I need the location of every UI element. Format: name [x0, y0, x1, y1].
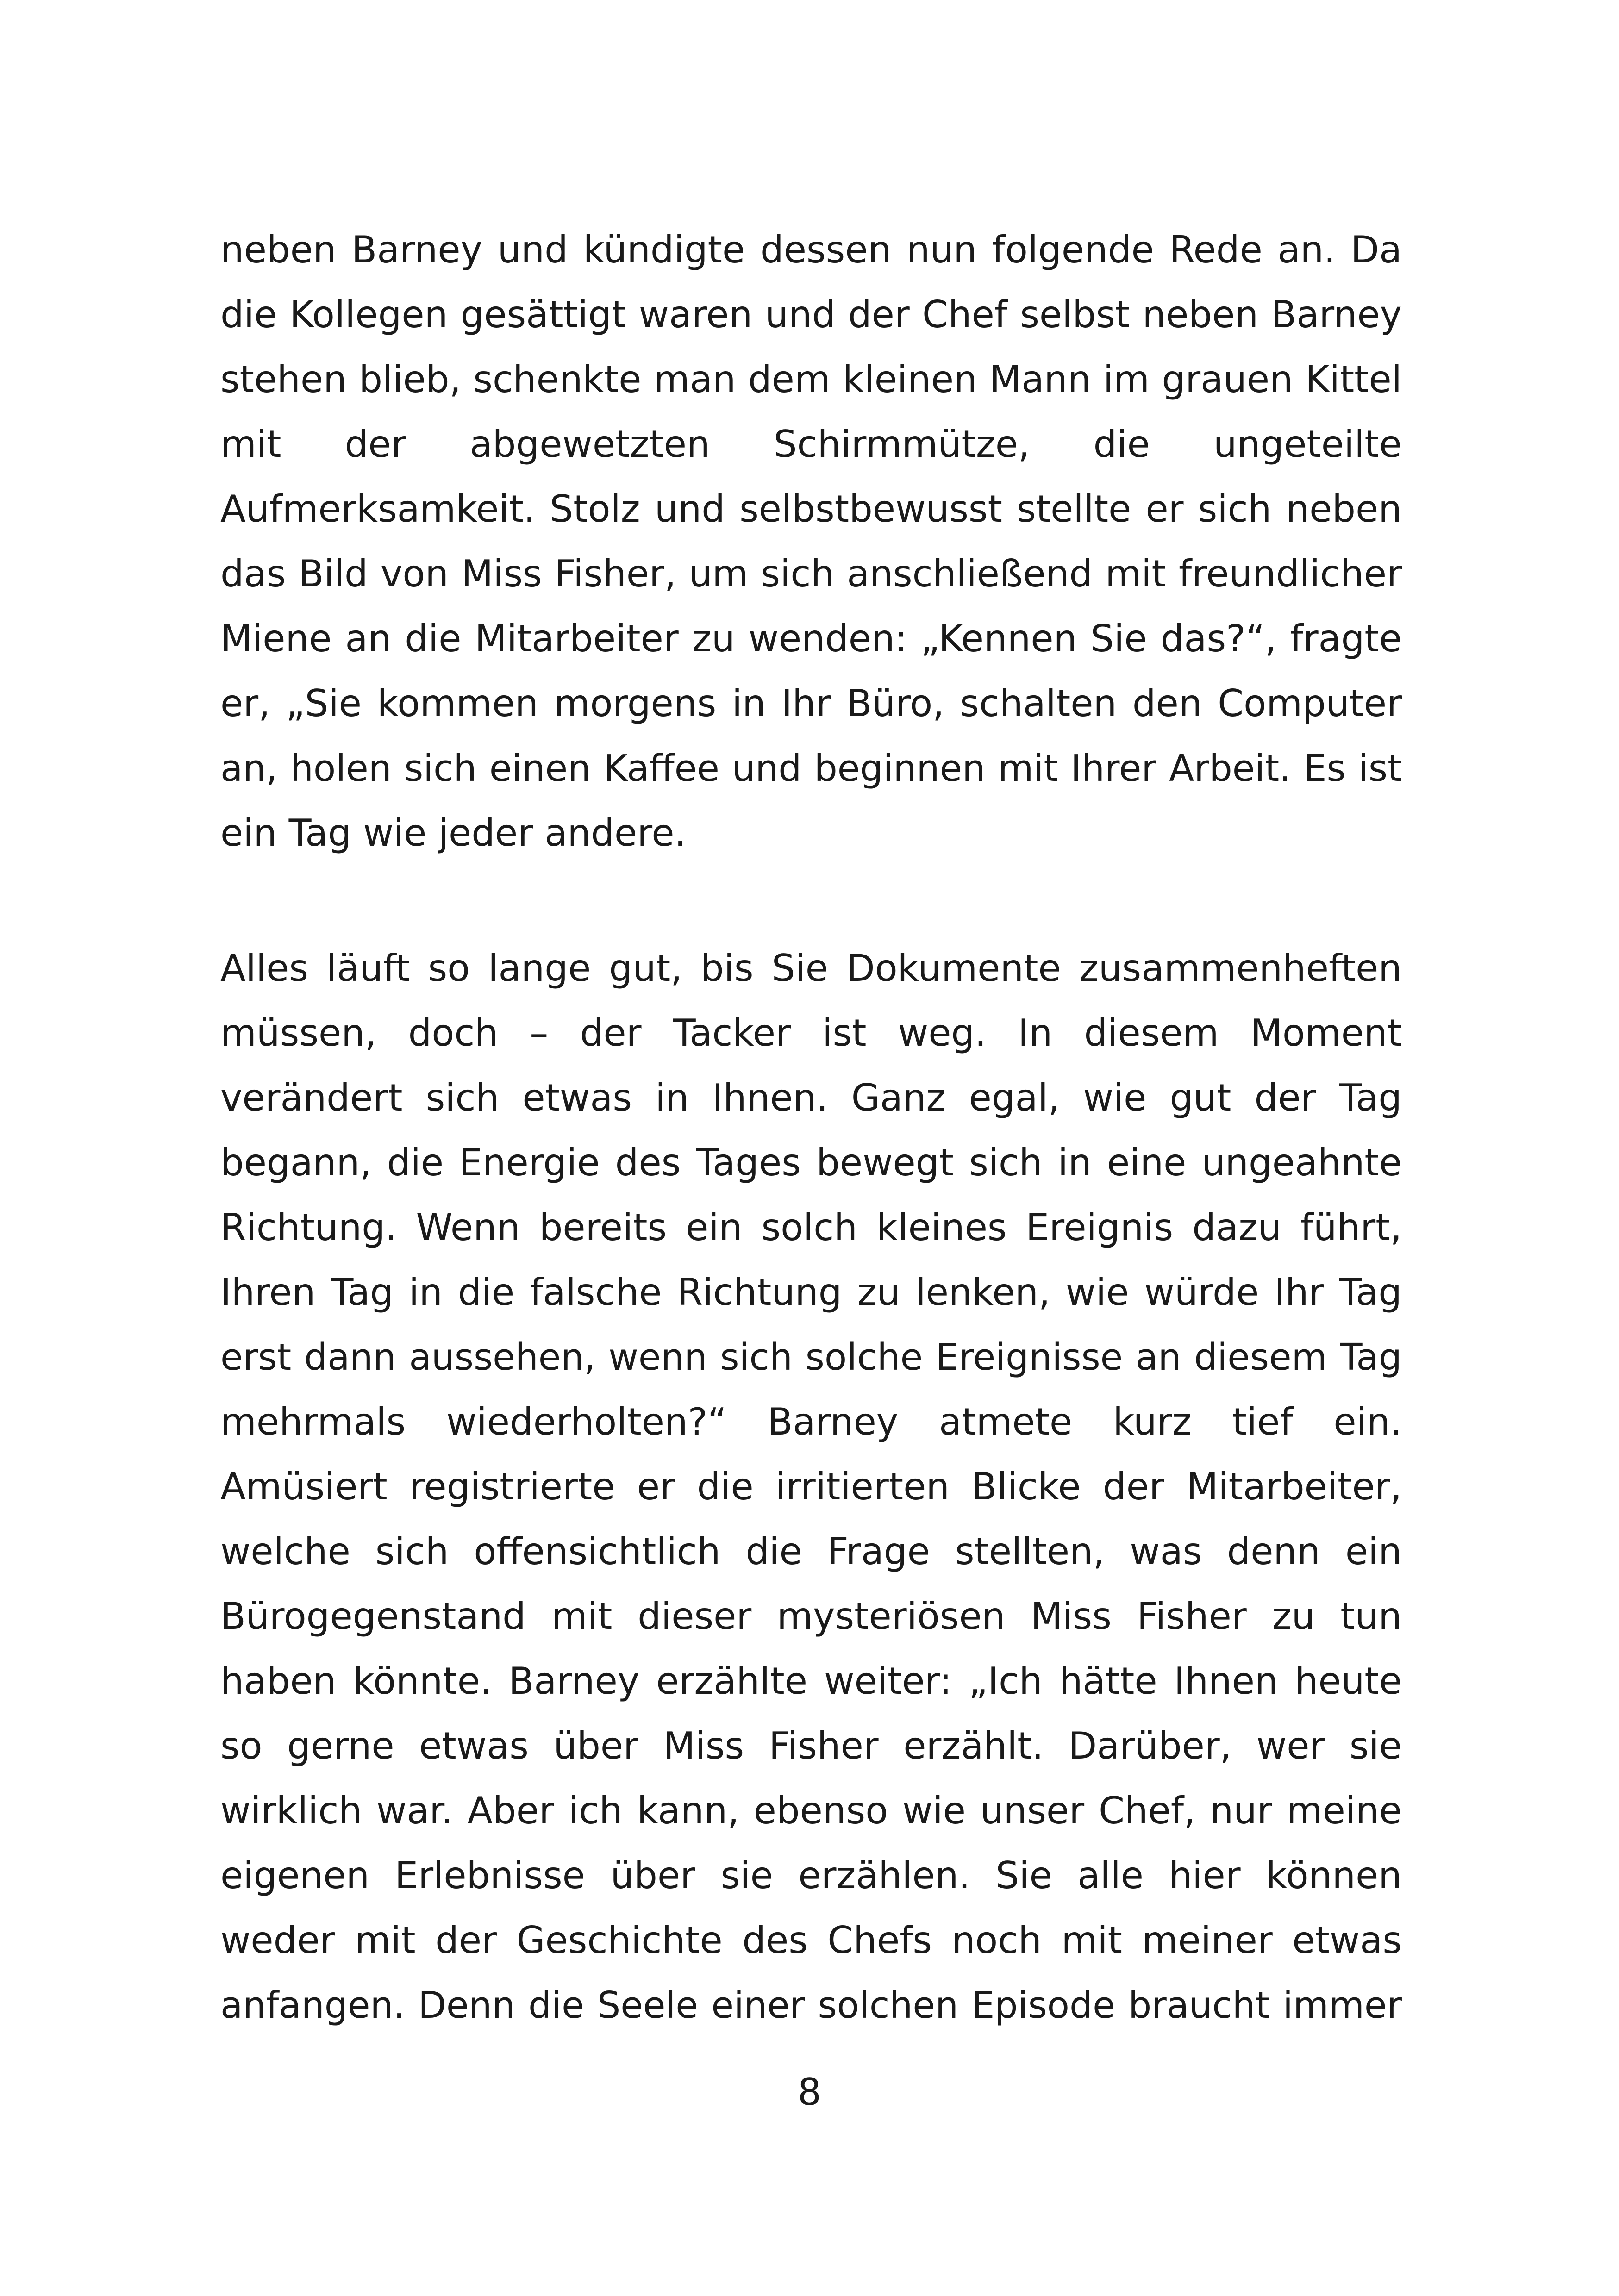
- text-line: er, „Sie kommen morgens in Ihr Büro, schalten den Computer: [220, 682, 1402, 725]
- text-line: Aufmerksamkeit. Stolz und selbstbewusst stellte er sich neben: [220, 487, 1402, 530]
- text-line: neben Barney und kündigte dessen nun folgende Rede an. Da: [220, 228, 1402, 271]
- page-number: 8: [798, 2071, 821, 2114]
- paragraph-2: [220, 936, 1402, 2038]
- text-line: Miene an die Mitarbeiter zu wenden: „Kennen Sie das?“, fragte: [220, 617, 1402, 660]
- text-line: Alles läuft so lange gut, bis Sie Dokumente zusammenheften: [220, 947, 1402, 990]
- text-line: anfangen. Denn die Seele einer solchen Episode braucht immer: [220, 1984, 1402, 2027]
- text-line: an, holen sich einen Kaffee und beginnen mit Ihrer Arbeit. Es ist: [220, 747, 1402, 790]
- text-line: haben könnte. Barney erzählte weiter: „Ich hätte Ihnen heute: [220, 1660, 1402, 1703]
- text-line: verändert sich etwas in Ihnen. Ganz egal, wie gut der Tag: [220, 1076, 1402, 1119]
- paragraph-1: [220, 218, 1402, 866]
- text-line: mehrmals wiederholten?“ Barney atmete kurz tief ein.: [220, 1400, 1402, 1443]
- text-line: Ihren Tag in die falsche Richtung zu lenken, wie würde Ihr Tag: [220, 1271, 1402, 1314]
- text-line: die Kollegen gesättigt waren und der Chef selbst neben Barney: [220, 293, 1402, 336]
- text-line: Bürogegenstand mit dieser mysteriösen Miss Fisher zu tun: [220, 1595, 1402, 1638]
- text-line: weder mit der Geschichte des Chefs noch mit meiner etwas: [220, 1919, 1402, 1962]
- text-line: welche sich offensichtlich die Frage stellten, was denn ein: [220, 1530, 1402, 1573]
- text-line: Amüsiert registrierte er die irritierten Blicke der Mitarbeiter,: [220, 1465, 1402, 1508]
- text-line: so gerne etwas über Miss Fisher erzählt. Darüber, wer sie: [220, 1724, 1402, 1767]
- text-line: erst dann aussehen, wenn sich solche Ereignisse an diesem Tag: [220, 1336, 1402, 1379]
- text-line: eigenen Erlebnisse über sie erzählen. Sie alle hier können: [220, 1854, 1402, 1897]
- text-line: ein Tag wie jeder andere.: [220, 811, 687, 855]
- text-line: Richtung. Wenn bereits ein solch kleines Ereignis dazu führt,: [220, 1206, 1402, 1249]
- text-line: das Bild von Miss Fisher, um sich anschließend mit freundlicher: [220, 552, 1402, 595]
- text-line: müssen, doch – der Tacker ist weg. In diesem Moment: [220, 1011, 1402, 1054]
- text-line: wirklich war. Aber ich kann, ebenso wie unser Chef, nur meine: [220, 1789, 1402, 1832]
- text-line: mit der abgewetzten Schirmmütze, die ungeteilte: [220, 423, 1402, 466]
- text-line: stehen blieb, schenkte man dem kleinen Mann im grauen Kittel: [220, 358, 1402, 401]
- text-line: begann, die Energie des Tages bewegt sich in eine ungeahnte: [220, 1141, 1402, 1184]
